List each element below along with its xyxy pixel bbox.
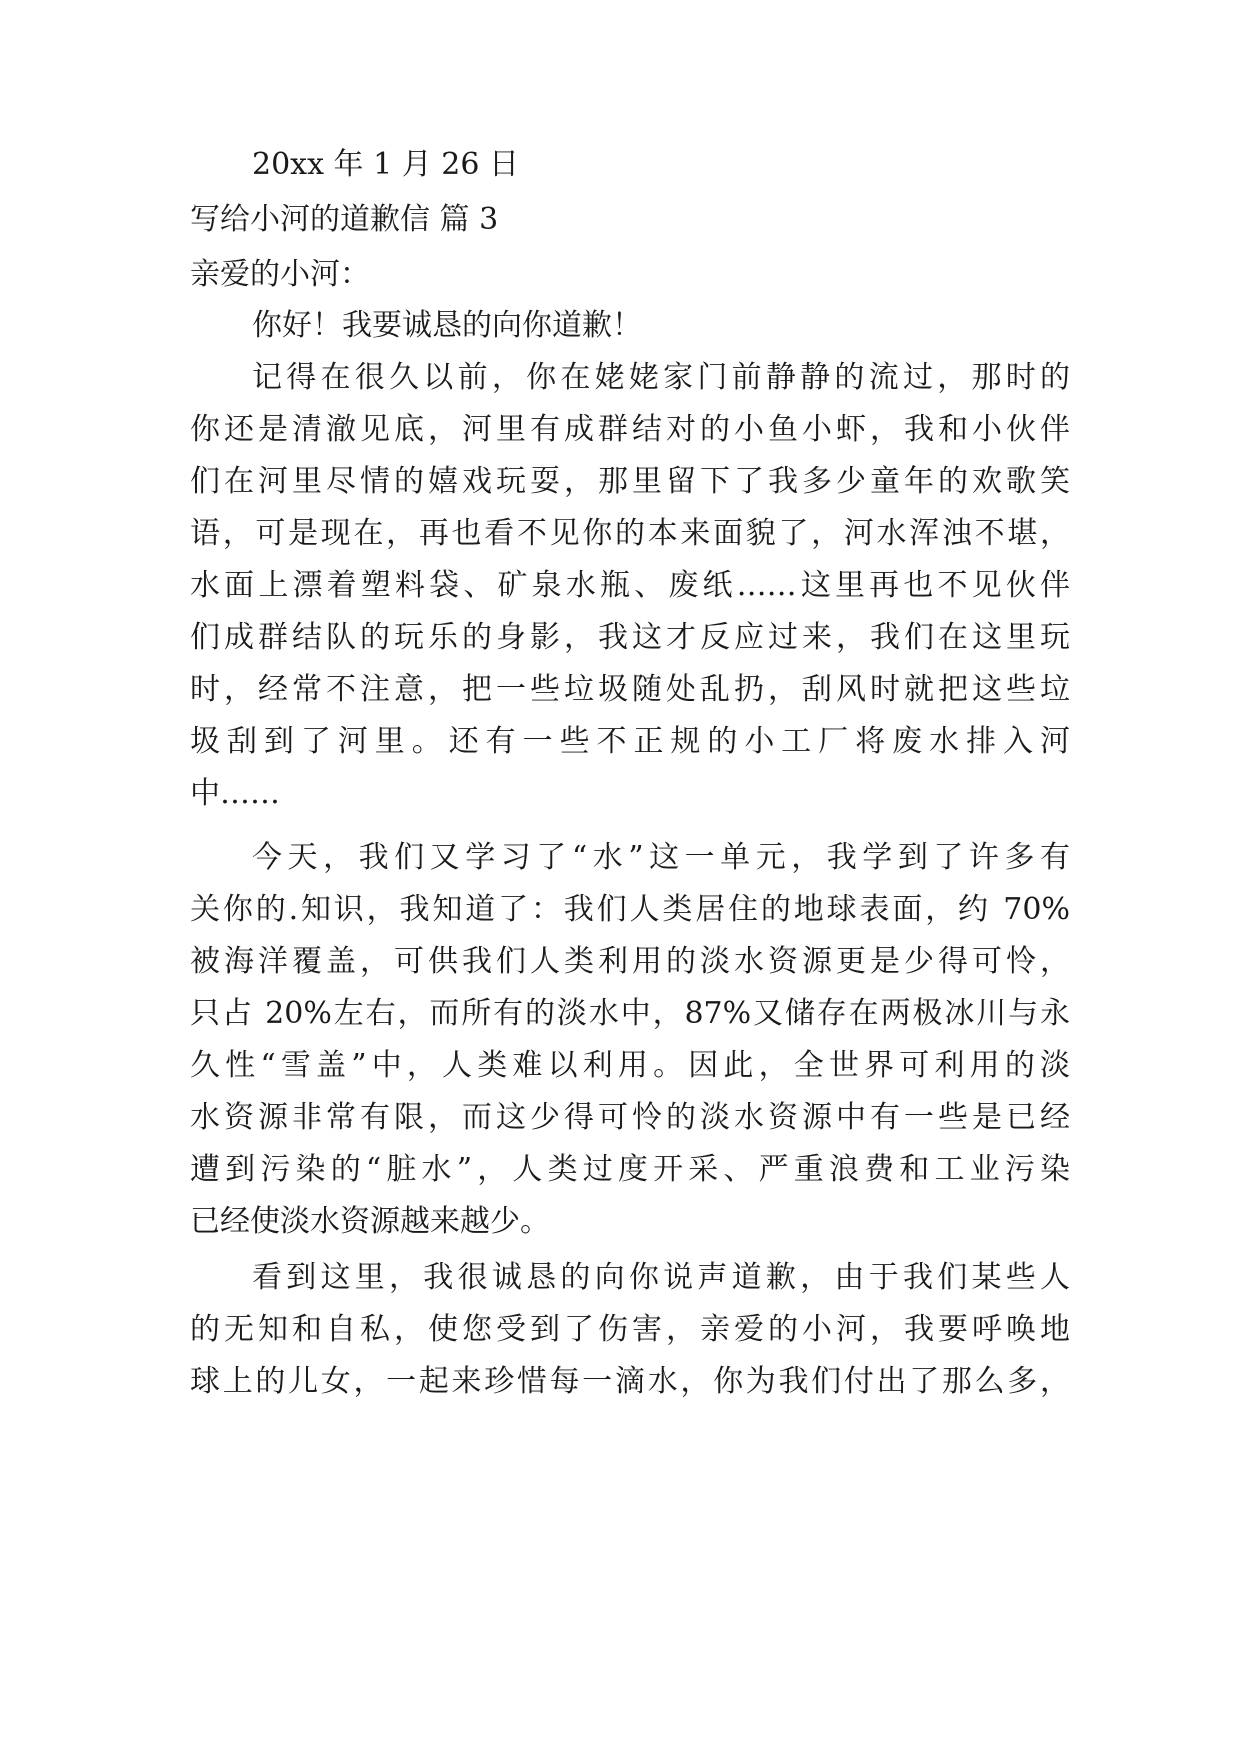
text-line: 久性“雪盖”中，人类难以利用。因此，全世界可利用的淡 — [190, 1048, 1070, 1083]
text-line: 你好！我要诚恳的向你道歉！ — [252, 308, 642, 343]
text-line: 水资源非常有限，而这少得可怜的淡水资源中有一些是已经 — [190, 1100, 1070, 1135]
letter-salutation: 亲爱的小河： — [190, 257, 370, 292]
text-line: 关你的.知识，我知道了：我们人类居住的地球表面，约 70% — [190, 892, 1070, 927]
text-line: 圾刮到了河里。还有一些不正规的小工厂将废水排入河 — [190, 724, 1070, 759]
text-line: 们在河里尽情的嬉戏玩耍，那里留下了我多少童年的欢歌笑 — [190, 464, 1070, 499]
text-line: 记得在很久以前，你在姥姥家门前静静的流过，那时的 — [252, 360, 1070, 395]
text-line: 今天，我们又学习了“水”这一单元，我学到了许多有 — [252, 840, 1070, 875]
text-line: 你还是清澈见底，河里有成群结对的小鱼小虾，我和小伙伴 — [190, 412, 1070, 447]
text-line: 只占 20%左右，而所有的淡水中，87%又储存在两极冰川与永 — [190, 996, 1070, 1031]
text-line: 语，可是现在，再也看不见你的本来面貌了，河水浑浊不堪， — [190, 516, 1070, 551]
text-line: 水面上漂着塑料袋、矿泉水瓶、废纸……这里再也不见伙伴 — [190, 568, 1070, 603]
letter-date: 20xx 年 1 月 26 日 — [252, 147, 519, 182]
text-line: 时，经常不注意，把一些垃圾随处乱扔，刮风时就把这些垃 — [190, 672, 1070, 707]
text-line: 球上的儿女，一起来珍惜每一滴水，你为我们付出了那么多， — [190, 1364, 1070, 1399]
text-line: 中…… — [190, 776, 280, 811]
letter-title: 写给小河的道歉信 篇 3 — [190, 202, 499, 237]
text-line: 看到这里，我很诚恳的向你说声道歉，由于我们某些人 — [252, 1260, 1070, 1295]
text-line: 遭到污染的“脏水”，人类过度开采、严重浪费和工业污染 — [190, 1152, 1070, 1187]
text-line: 已经使淡水资源越来越少。 — [190, 1204, 550, 1239]
text-line: 被海洋覆盖，可供我们人类利用的淡水资源更是少得可怜， — [190, 944, 1070, 979]
text-line: 的无知和自私，使您受到了伤害，亲爱的小河，我要呼唤地 — [190, 1312, 1070, 1347]
text-line: 们成群结队的玩乐的身影，我这才反应过来，我们在这里玩 — [190, 620, 1070, 655]
